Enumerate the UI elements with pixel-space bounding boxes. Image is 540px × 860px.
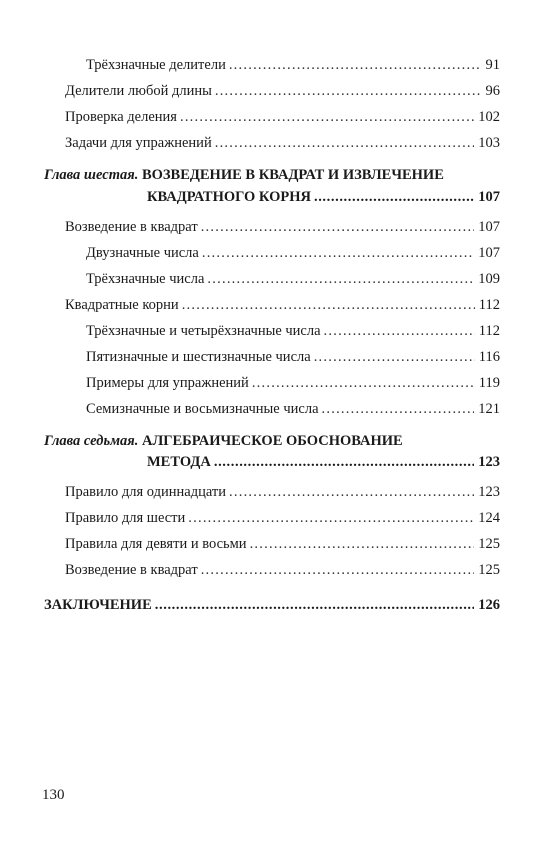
toc-entry-label: Примеры для упражнений: [86, 375, 249, 391]
toc-entry[interactable]: [65, 561, 500, 579]
toc-entry-page: 123: [478, 484, 500, 500]
chapter-heading-line-2[interactable]: [147, 453, 500, 471]
toc-entry[interactable]: [86, 400, 500, 418]
toc-entry[interactable]: [65, 535, 500, 553]
toc-entry[interactable]: [86, 244, 500, 262]
dot-leader: [314, 348, 475, 366]
chapter-page: 107: [478, 189, 500, 205]
dot-leader: [322, 400, 475, 418]
toc-entry[interactable]: [65, 82, 500, 100]
chapter-prefix: Глава шестая.: [44, 167, 139, 183]
dot-leader: [214, 453, 474, 471]
chapter-title-line-2: КВАДРАТНОГО КОРНЯ: [147, 189, 311, 205]
toc-entry-label: Пятизначные и шестизначные числа: [86, 349, 311, 365]
chapter-heading[interactable]: [44, 166, 444, 184]
toc-entry-label: Семизначные и восьмизначные числа: [86, 401, 319, 417]
toc-entry[interactable]: [65, 483, 500, 501]
dot-leader: [229, 56, 482, 74]
dot-leader: [250, 535, 475, 553]
dot-leader: [201, 218, 475, 236]
toc-entry-page: 103: [478, 135, 500, 151]
toc-entry-page: 96: [485, 83, 500, 99]
chapter-heading-line-2[interactable]: [147, 188, 500, 206]
toc-entry[interactable]: [86, 374, 500, 392]
toc-entry[interactable]: [65, 134, 500, 152]
dot-leader: [188, 509, 474, 527]
toc-entry-label: Задачи для упражнений: [65, 135, 212, 151]
toc-entry[interactable]: [65, 509, 500, 527]
toc-entry-page: 109: [478, 271, 500, 287]
toc-entry-page: 121: [478, 401, 500, 417]
toc-entry-page: 107: [478, 219, 500, 235]
dot-leader: [202, 244, 474, 262]
chapter-title-line-2: МЕТОДА: [147, 454, 211, 470]
toc-conclusion[interactable]: [44, 596, 500, 614]
toc-entry-label: Двузначные числа: [86, 245, 199, 261]
chapter-title: ВОЗВЕДЕНИЕ В КВАДРАТ И ИЗВЛЕЧЕНИЕ: [141, 167, 444, 183]
dot-leader: [180, 108, 474, 126]
toc-entry[interactable]: [86, 322, 500, 340]
toc-entry[interactable]: [65, 108, 500, 126]
dot-leader: [252, 374, 475, 392]
dot-leader: [215, 134, 475, 152]
toc-entry-page: 102: [478, 109, 500, 125]
dot-leader: [324, 322, 475, 340]
conclusion-page: 126: [478, 597, 500, 613]
toc-entry-label: Правило для одиннадцати: [65, 484, 227, 500]
toc-entry-label: Правило для шести: [65, 510, 186, 526]
toc-entry-label: Трёхзначные делители: [86, 57, 226, 73]
toc-entry-label: Возведение в квадрат: [65, 562, 198, 578]
toc-entry-page: 112: [478, 323, 500, 339]
toc-entry[interactable]: [65, 218, 500, 236]
toc-entry-label: Возведение в квадрат: [65, 219, 198, 235]
dot-leader: [182, 296, 475, 314]
toc-entry-page: 125: [478, 536, 500, 552]
toc-entry-label: Трёхзначные числа: [86, 271, 205, 287]
toc-entry[interactable]: [65, 296, 500, 314]
dot-leader: [314, 188, 474, 206]
toc-entry-page: 116: [478, 349, 500, 365]
toc-entry-label: Квадратные корни: [65, 297, 179, 313]
chapter-page: 123: [478, 454, 500, 470]
dot-leader: [229, 483, 474, 501]
dot-leader: [207, 270, 474, 288]
dot-leader: [215, 82, 482, 100]
toc-entry-page: 112: [478, 297, 500, 313]
chapter-heading[interactable]: [44, 432, 403, 450]
page-number: 130: [42, 787, 65, 803]
toc-entry-label: Правила для девяти и восьми: [65, 536, 247, 552]
toc-entry-label: Делители любой длины: [65, 83, 212, 99]
toc-entry-page: 124: [478, 510, 500, 526]
toc-entry[interactable]: [86, 56, 500, 74]
toc-entry-label: Проверка деления: [65, 109, 177, 125]
conclusion-label: ЗАКЛЮЧЕНИЕ: [44, 597, 152, 613]
dot-leader: [155, 596, 474, 614]
toc-entry-page: 91: [485, 57, 500, 73]
chapter-title: АЛГЕБРАИЧЕСКОЕ ОБОСНОВАНИЕ: [141, 433, 403, 449]
chapter-prefix: Глава седьмая.: [44, 433, 139, 449]
dot-leader: [201, 561, 475, 579]
toc-entry[interactable]: [86, 348, 500, 366]
toc-entry-label: Трёхзначные и четырёхзначные числа: [86, 323, 321, 339]
toc-entry-page: 119: [478, 375, 500, 391]
toc-entry[interactable]: [86, 270, 500, 288]
toc-entry-page: 125: [478, 562, 500, 578]
toc-entry-page: 107: [478, 245, 500, 261]
